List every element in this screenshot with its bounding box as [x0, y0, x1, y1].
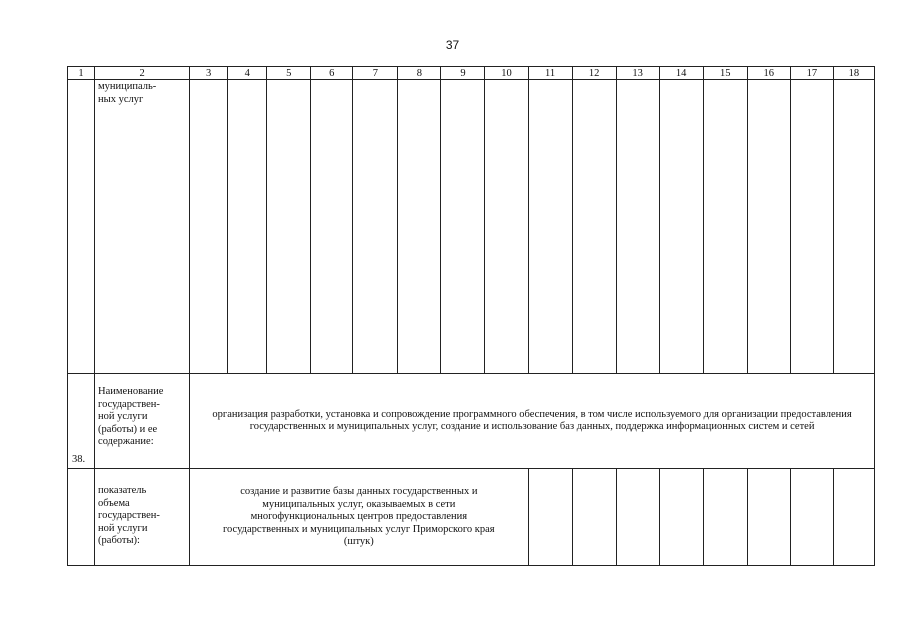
service-content-cell: организация разработки, установка и сопровождение программного обеспечения, в том числе используемого для организации предоставления государственных и муниципальных услуг, создание и использование баз данных, поддержка информационных систем и сетей	[190, 374, 875, 469]
empty-cell	[572, 469, 616, 566]
column-number: 8	[398, 67, 441, 80]
empty-cell	[441, 80, 485, 374]
column-number: 11	[528, 67, 572, 80]
column-number: 12	[572, 67, 616, 80]
indicator-description-text: создание и развитие базы данных государственных и муниципальных услуг, оказываемых в сети многофункциональных центров предоставления государственных и муниципальных услуг Приморского края (штук)	[223, 486, 495, 547]
empty-cell	[616, 469, 659, 566]
empty-cell	[572, 80, 616, 374]
empty-cell	[228, 80, 267, 374]
empty-cell	[703, 80, 747, 374]
empty-cell	[616, 80, 659, 374]
empty-cell	[353, 80, 398, 374]
row-label	[95, 374, 190, 469]
column-number: 14	[659, 67, 703, 80]
empty-cell	[398, 80, 441, 374]
empty-cell	[833, 80, 874, 374]
column-number: 9	[441, 67, 485, 80]
row-number-cell: 38.	[68, 374, 95, 469]
row-label-text: показатель объема государствен- ной услуги (работы):	[98, 485, 160, 546]
column-number: 5	[267, 67, 311, 80]
column-number: 10	[485, 67, 528, 80]
row-label	[95, 469, 190, 566]
column-number: 6	[311, 67, 353, 80]
empty-cell	[790, 80, 833, 374]
table-row	[68, 374, 875, 469]
empty-cell	[703, 469, 747, 566]
empty-cell	[790, 469, 833, 566]
row-label-text: Наименование государствен- ной услуги (работы) и ее содержание:	[98, 386, 164, 447]
column-number-row	[68, 67, 875, 80]
empty-cell	[747, 469, 790, 566]
page-number: 37	[445, 38, 460, 52]
empty-cell	[833, 469, 874, 566]
empty-cell	[528, 469, 572, 566]
column-number: 4	[228, 67, 267, 80]
column-number: 16	[747, 67, 790, 80]
column-number: 3	[190, 67, 228, 80]
row-label	[95, 80, 190, 374]
row-label-text: муниципаль- ных услуг	[98, 81, 157, 105]
empty-cell	[190, 80, 228, 374]
empty-cell	[267, 80, 311, 374]
column-number: 17	[790, 67, 833, 80]
empty-cell	[747, 80, 790, 374]
empty-cell	[528, 80, 572, 374]
column-number: 15	[703, 67, 747, 80]
column-number: 18	[833, 67, 874, 80]
column-number: 7	[353, 67, 398, 80]
data-table	[67, 66, 875, 566]
table-row	[68, 80, 875, 374]
indicator-description-cell	[190, 469, 528, 566]
empty-cell	[659, 469, 703, 566]
row-number-cell	[68, 469, 95, 566]
table-row	[68, 469, 875, 566]
column-number: 1	[68, 67, 95, 80]
column-number: 2	[95, 67, 190, 80]
empty-cell	[485, 80, 528, 374]
row-number-cell	[68, 80, 95, 374]
column-number: 13	[616, 67, 659, 80]
empty-cell	[659, 80, 703, 374]
empty-cell	[311, 80, 353, 374]
